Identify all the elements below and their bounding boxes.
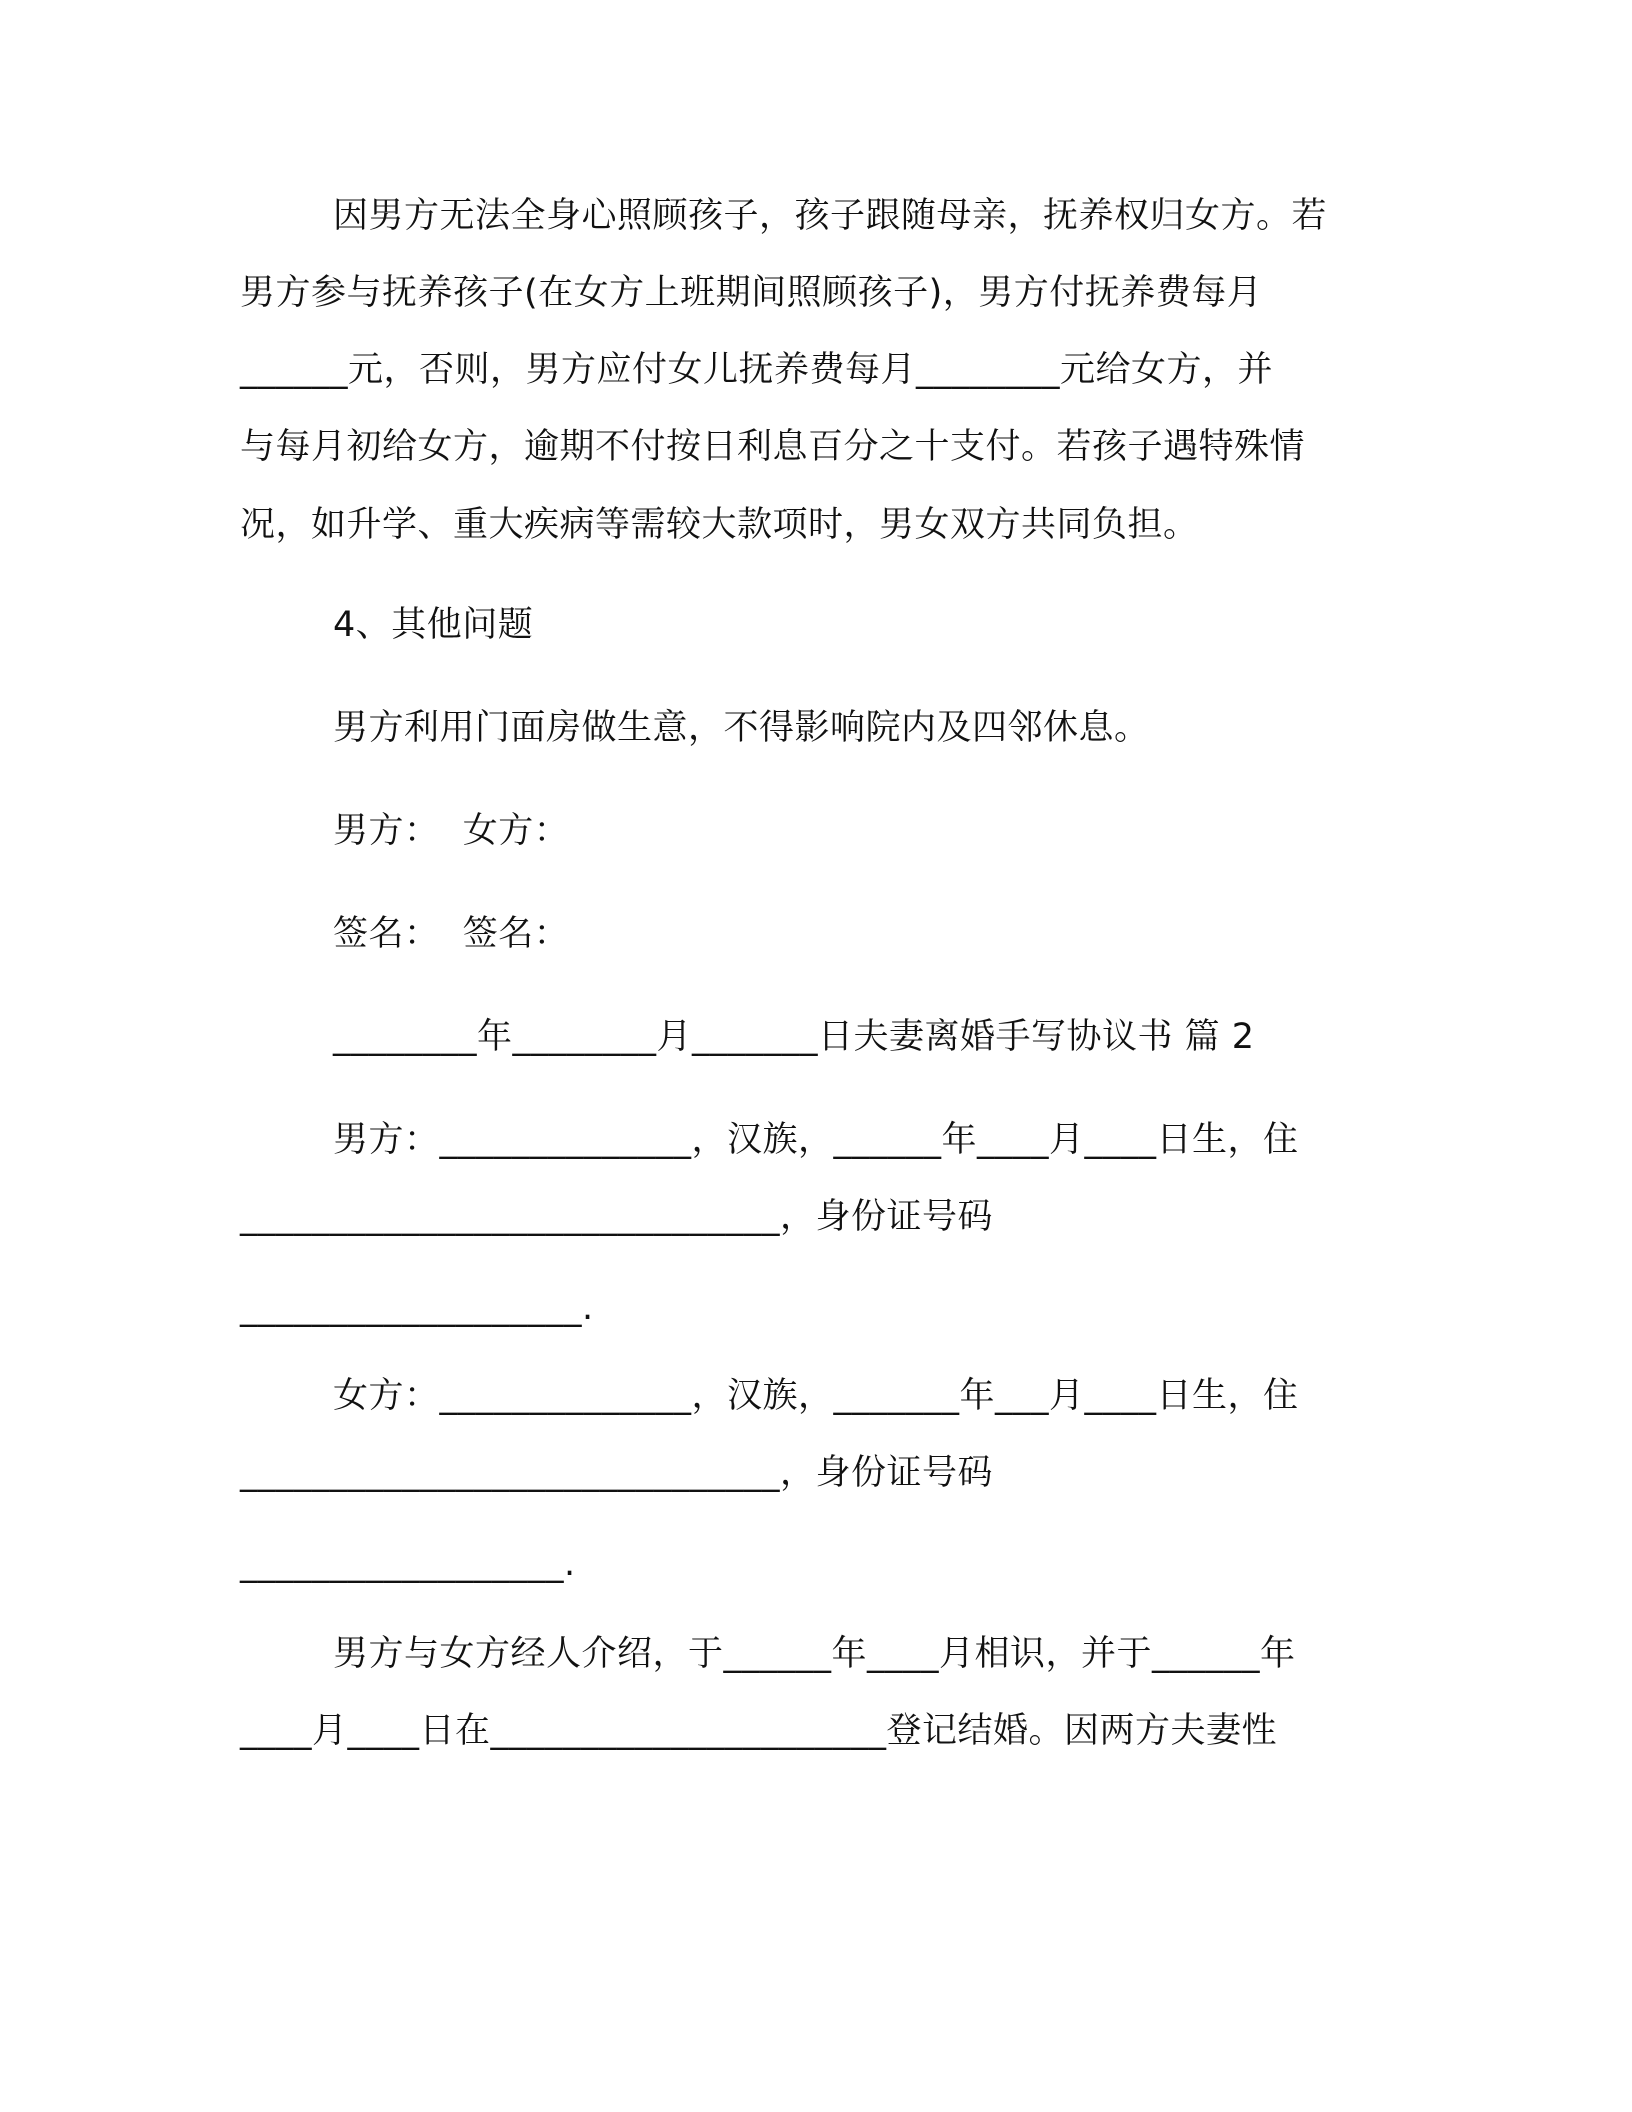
section-4-heading: 4、其他问题 — [333, 605, 534, 645]
marriage-intro-line-2: ____月____日在______________________登记结婚。因两方夫妻性 — [240, 1711, 1278, 1751]
business-clause: 男方利用门面房做生意，不得影响院内及四邻休息。 — [333, 708, 1150, 748]
man-info-line-3: ___________________. — [240, 1288, 594, 1328]
custody-paragraph-line-5: 况，如升学、重大疾病等需较大款项时，男女双方共同负担。 — [240, 505, 1199, 545]
custody-paragraph-line-1: 因男方无法全身心照顾孩子，孩子跟随母亲，抚养权归女方。若 — [333, 196, 1328, 236]
custody-paragraph-line-4: 与每月初给女方，逾期不付按日利息百分之十支付。若孩子遇特殊情 — [240, 427, 1306, 467]
custody-paragraph-line-3: ______元，否则，男方应付女儿抚养费每月________元给女方，并 — [240, 350, 1274, 390]
parties-line: 男方： 女方： — [333, 811, 570, 851]
man-info-line-2: ______________________________，身份证号码 — [240, 1197, 994, 1237]
woman-info-line-3: __________________. — [240, 1544, 576, 1584]
date-and-section-title: ________年________月_______日夫妻离婚手写协议书 篇 2 — [333, 1017, 1255, 1057]
man-info-line-1: 男方：______________，汉族，______年____月____日生，住 — [333, 1120, 1299, 1160]
custody-paragraph-line-2: 男方参与抚养孩子(在女方上班期间照顾孩子)，男方付抚养费每月 — [240, 273, 1263, 313]
marriage-intro-line-1: 男方与女方经人介绍，于______年____月相识，并于______年 — [333, 1634, 1296, 1674]
signature-line: 签名： 签名： — [333, 914, 570, 954]
woman-info-line-2: ______________________________，身份证号码 — [240, 1453, 994, 1493]
woman-info-line-1: 女方：______________，汉族，_______年___月____日生，住 — [333, 1376, 1299, 1416]
